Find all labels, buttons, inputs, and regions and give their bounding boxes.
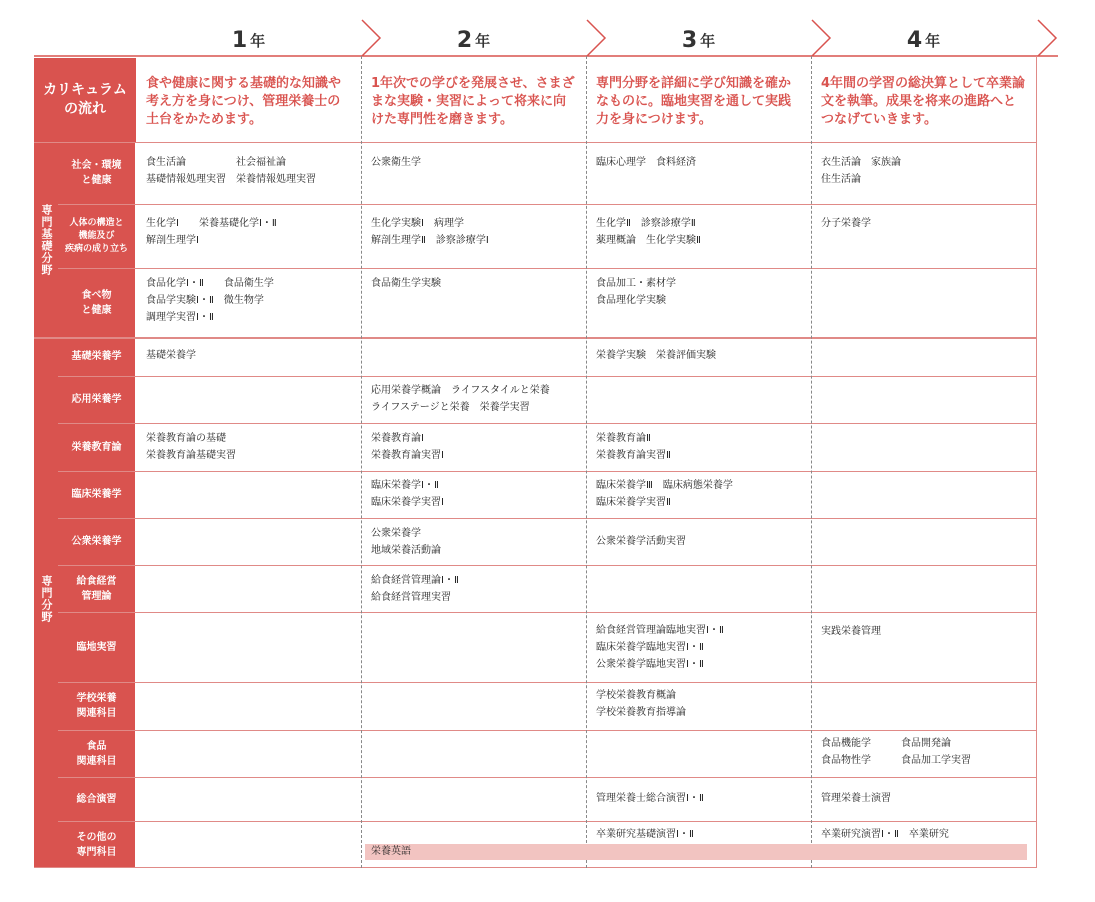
row-label-applied-nutrition: 応用栄養学 (58, 376, 135, 423)
year-suffix: 年 (925, 31, 941, 50)
row-label-food-related: 食品 関連科目 (58, 730, 135, 777)
row-divider (58, 204, 1037, 205)
row-divider (58, 612, 1037, 613)
course-cell: 卒業研究基礎演習Ⅰ・Ⅱ (596, 829, 694, 840)
row-divider (58, 518, 1037, 519)
flow-text-year4: 4年間の学習の総決算として卒業論文を執筆。成果を将来の進路へとつなげていきます。 (821, 75, 1026, 127)
course-cell: 卒業研究演習Ⅰ・Ⅱ 卒業研究 (821, 829, 949, 840)
year-number: 3 (681, 27, 698, 53)
course-cell: 食生活論 社会福祉論 基礎情報処理実習 栄養情報処理実習 (146, 157, 316, 185)
course-cell: 栄養教育論Ⅰ 栄養教育論実習Ⅰ (371, 433, 444, 461)
row-divider (58, 821, 1037, 822)
chevron-right-icon (812, 20, 830, 56)
table-bottom-border (34, 867, 1037, 868)
row-label-school: 学校栄養 関連科目 (58, 682, 135, 730)
row-divider (58, 376, 1037, 377)
chevron-right-icon (587, 20, 605, 56)
course-cell: 臨床心理学 食料経済 (596, 157, 696, 168)
course-cell: 食品機能学 食品開発論 食品物性学 食品加工学実習 (821, 738, 971, 766)
course-cell: 公衆栄養学 地域栄養活動論 (371, 528, 441, 556)
row-divider (34, 337, 1037, 339)
course-cell: 応用栄養学概論 ライフスタイルと栄養 ライフステージと栄養 栄養学実習 (371, 385, 550, 413)
row-label-practicum: 臨地実習 (58, 612, 135, 682)
course-cell: 給食経営管理論臨地実習Ⅰ・Ⅱ 臨床栄養学臨地実習Ⅰ・Ⅱ 公衆栄養学臨地実習Ⅰ・Ⅱ (596, 625, 724, 670)
course-cell: 管理栄養士総合演習Ⅰ・Ⅱ (596, 793, 704, 804)
row-divider (58, 565, 1037, 566)
flow-label: カリキュラム の流れ (34, 58, 136, 142)
row-label-public: 公衆栄養学 (58, 518, 135, 565)
course-cell: 食品化学Ⅰ・Ⅱ 食品衛生学 食品学実験Ⅰ・Ⅱ 微生物学 調理学実習Ⅰ・Ⅱ (146, 278, 274, 323)
chevron-right-icon (1038, 20, 1056, 56)
course-cell: 臨床栄養学Ⅲ 臨床病態栄養学 臨床栄養学実習Ⅱ (596, 480, 733, 508)
course-cell: 管理栄養士演習 (821, 793, 891, 804)
course-cell: 栄養教育論Ⅱ 栄養教育論実習Ⅱ (596, 433, 671, 461)
row-label-society: 社会・環境 と健康 (58, 142, 135, 204)
course-cell: 学校栄養教育概論 学校栄養教育指導論 (596, 690, 686, 718)
row-label-basic-nutrition: 基礎栄養学 (58, 337, 135, 376)
course-cell: 食品加工・素材学 食品理化学実験 (596, 278, 676, 306)
course-cell: 生化学Ⅱ 診察診療学Ⅱ 薬理概論 生化学実験Ⅱ (596, 218, 701, 246)
row-label-clinical: 臨床栄養学 (58, 471, 135, 518)
row-divider (58, 730, 1037, 731)
row-divider (34, 142, 1037, 143)
course-cell: 実践栄養管理 (821, 626, 881, 637)
course-cell: 生化学実験Ⅰ 病理学 解剖生理学Ⅱ 診察診療学Ⅰ (371, 218, 489, 246)
row-divider (58, 777, 1037, 778)
row-label-other: その他の 専門科目 (58, 821, 135, 868)
row-divider (58, 423, 1037, 424)
english-span-label: 栄養英語 (371, 846, 411, 857)
flow-text-year2: 1年次での学びを発展させ、さまざまな実験・実習によって将来に向けた専門性を磨きます。 (371, 75, 575, 127)
table-right-border (1036, 56, 1037, 868)
section-specialized-label: 専門分野 (40, 575, 53, 623)
course-cell: 栄養学実験 栄養評価実験 (596, 350, 716, 361)
flow-text-year3: 専門分野を詳細に学び知識を確かなものに。臨地実習を通して実践力を身につけます。 (596, 75, 792, 127)
row-label-food: 食べ物 と健康 (58, 268, 135, 337)
row-label-food-service: 給食経営 管理論 (58, 565, 135, 612)
course-cell: 公衆衛生学 (371, 157, 421, 168)
course-cell: 衣生活論 家族論 住生活論 (821, 157, 901, 185)
row-label-body: 人体の構造と 機能及び 疾病の成り立ち (58, 204, 135, 268)
header-arrows (0, 0, 1095, 62)
year-number: 2 (456, 27, 473, 53)
row-divider (58, 268, 1037, 269)
course-cell: 栄養教育論の基礎 栄養教育論基礎実習 (146, 433, 236, 461)
course-cell: 公衆栄養学活動実習 (596, 536, 686, 547)
chevron-right-icon (362, 20, 380, 56)
row-divider (58, 471, 1037, 472)
course-cell: 臨床栄養学Ⅰ・Ⅱ 臨床栄養学実習Ⅰ (371, 480, 444, 508)
course-cell: 生化学Ⅰ 栄養基礎化学Ⅰ・Ⅱ 解剖生理学Ⅰ (146, 218, 277, 246)
year-suffix: 年 (700, 31, 716, 50)
section-basic-label: 専門基礎分野 (40, 204, 53, 276)
year-suffix: 年 (475, 31, 491, 50)
row-label-comprehensive: 総合演習 (58, 777, 135, 821)
section-basic (34, 142, 58, 337)
course-cell: 分子栄養学 (821, 218, 871, 229)
course-cell: 食品衛生学実験 (371, 278, 441, 289)
row-label-nutrition-education: 栄養教育論 (58, 423, 135, 471)
course-cell: 基礎栄養学 (146, 350, 196, 361)
year-number: 4 (906, 27, 923, 53)
section-specialized (34, 337, 58, 868)
flow-text-year1: 食や健康に関する基礎的な知識や考え方を身につけ、管理栄養士の土台をかためます。 (146, 75, 342, 127)
year-suffix: 年 (250, 31, 266, 50)
row-divider (58, 682, 1037, 683)
course-cell: 給食経営管理論Ⅰ・Ⅱ 給食経営管理実習 (371, 575, 459, 603)
year-number: 1 (231, 27, 248, 53)
